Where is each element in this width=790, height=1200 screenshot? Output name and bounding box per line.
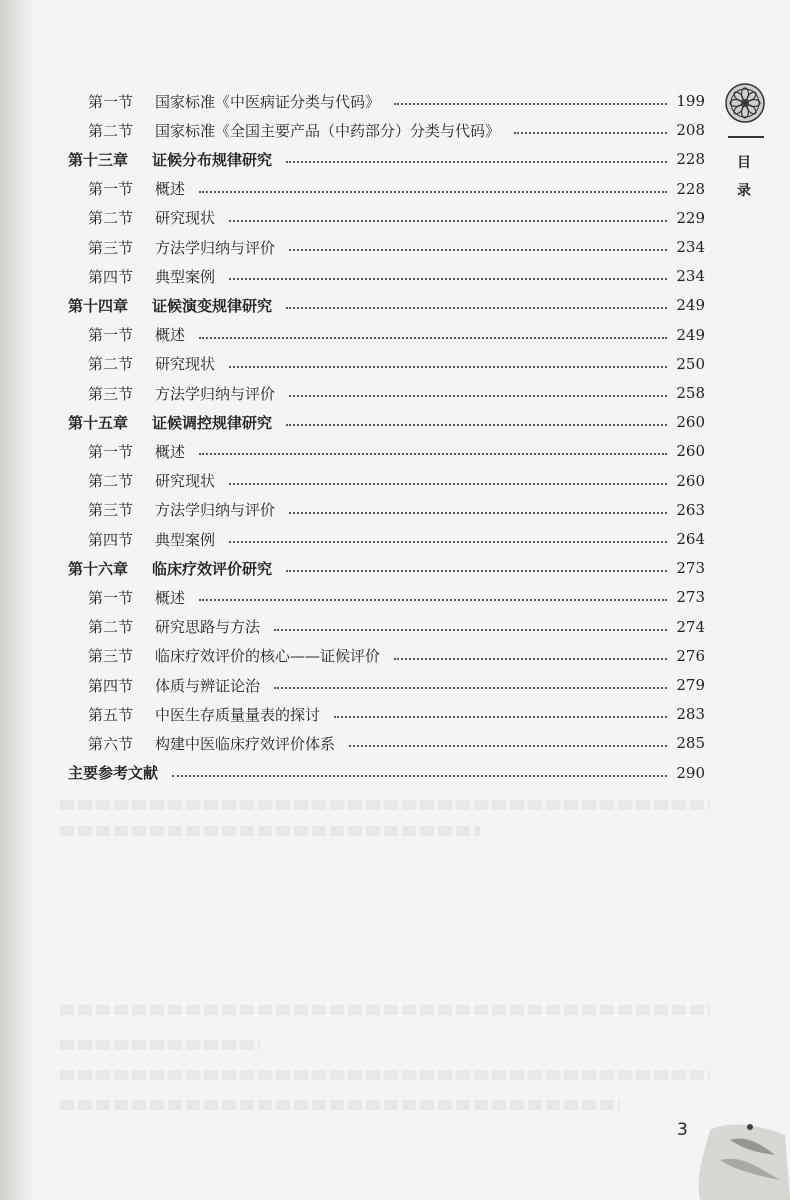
toc-section-row	[0, 322, 705, 348]
toc-entry-label: 第十六章	[68, 559, 129, 578]
toc-entry-label: 第四节	[88, 676, 134, 695]
toc-entry-title: 方法学归纳与评价	[155, 238, 276, 257]
toc-entry-title: 临床疗效评价的核心——证候评价	[155, 647, 381, 666]
toc-entry-page: 228	[676, 150, 705, 169]
toc-section-row	[0, 468, 705, 494]
toc-entry-title: 证候调控规律研究	[152, 413, 273, 432]
toc-leader-dots	[172, 775, 667, 777]
toc-entry-title: 研究现状	[155, 472, 216, 491]
toc-entry-page: 264	[676, 530, 705, 548]
toc-leader-dots	[229, 541, 667, 543]
toc-entry-label: 第五节	[88, 705, 134, 724]
toc-entry-title: 主要参考文献	[68, 764, 159, 783]
toc-section-row	[0, 88, 705, 114]
toc-entry-page: 274	[676, 617, 705, 636]
toc-leader-dots	[199, 191, 667, 193]
toc-leader-dots	[286, 570, 667, 572]
toc-entry-title: 中医生存质量量表的探讨	[155, 705, 321, 724]
toc-entry-page: 273	[676, 559, 705, 578]
floral-emblem-icon	[724, 82, 766, 124]
toc-entry-title: 方法学归纳与评价	[155, 501, 276, 520]
toc-chapter-row	[0, 409, 705, 435]
toc-entry-title: 方法学归纳与评价	[155, 384, 276, 403]
toc-entry-page: 276	[676, 646, 705, 665]
toc-entry-page: 234	[676, 267, 705, 286]
toc-entry-title: 典型案例	[155, 530, 216, 549]
toc-entry-label: 第二节	[88, 121, 134, 140]
toc-section-row	[0, 351, 705, 377]
toc-entry-label: 第十三章	[68, 150, 129, 169]
toc-leader-dots	[199, 599, 667, 601]
toc-entry-title: 构建中医临床疗效评价体系	[155, 734, 336, 753]
toc-leader-dots	[229, 220, 667, 222]
toc-section-row	[0, 672, 705, 698]
toc-references-row	[0, 760, 705, 786]
toc-entry-page: 260	[676, 471, 705, 490]
toc-entry-title: 体质与辨证论治	[155, 676, 261, 695]
toc-entry-label: 第一节	[88, 588, 134, 607]
side-tab-rule	[728, 136, 764, 138]
toc-section-row	[0, 614, 705, 640]
toc-entry-page: 285	[676, 734, 705, 753]
toc-leader-dots	[289, 395, 667, 397]
toc-entry-title: 国家标准《全国主要产品（中药部分）分类与代码》	[155, 121, 501, 140]
toc-entry-title: 研究思路与方法	[155, 618, 261, 637]
toc-entry-page: 249	[676, 296, 705, 315]
toc-entry-page: 249	[676, 325, 705, 344]
toc-entry-page: 229	[676, 208, 705, 227]
toc-entry-page: 260	[676, 442, 705, 461]
toc-entry-page: 228	[676, 179, 705, 198]
toc-section-row	[0, 584, 705, 610]
toc-entry-page: 290	[676, 763, 705, 782]
toc-section-row	[0, 117, 705, 143]
toc-entry-title: 证候分布规律研究	[152, 150, 273, 169]
toc-leader-dots	[286, 161, 667, 163]
toc-section-row	[0, 205, 705, 231]
toc-entry-label: 第四节	[88, 530, 134, 549]
toc-entry-title: 概述	[155, 326, 186, 345]
toc-section-row	[0, 263, 705, 289]
toc-entry-page: 250	[676, 354, 705, 373]
toc-section-row	[0, 730, 705, 756]
toc-section-row	[0, 701, 705, 727]
toc-entry-page: 199	[676, 92, 705, 110]
toc-leader-dots	[289, 512, 667, 514]
toc-entry-title: 国家标准《中医病证分类与代码》	[155, 92, 381, 111]
toc-chapter-row	[0, 292, 705, 318]
toc-entry-title: 概述	[155, 442, 186, 461]
toc-entry-title: 临床疗效评价研究	[152, 559, 273, 578]
toc-entry-title: 典型案例	[155, 267, 216, 286]
toc-entry-label: 第三节	[88, 647, 134, 666]
toc-leader-dots	[514, 132, 667, 134]
toc-entry-page: 208	[676, 121, 705, 140]
toc-entry-title: 概述	[155, 588, 186, 607]
toc-leader-dots	[349, 745, 667, 747]
toc-entry-label: 第二节	[88, 618, 134, 637]
page-number: 3	[677, 1120, 688, 1140]
toc-entry-label: 第二节	[88, 209, 134, 228]
toc-leader-dots	[274, 687, 667, 689]
toc-entry-title: 研究现状	[155, 209, 216, 228]
toc-entry-label: 第四节	[88, 267, 134, 286]
toc-leader-dots	[199, 337, 667, 339]
toc-entry-label: 第二节	[88, 355, 134, 374]
toc-entry-page: 273	[676, 588, 705, 607]
toc-section-row	[0, 643, 705, 669]
toc-leader-dots	[229, 483, 667, 485]
toc-leader-dots	[274, 629, 667, 631]
toc-entry-page: 279	[676, 676, 705, 694]
toc-entry-label: 第一节	[88, 326, 134, 345]
toc-chapter-row	[0, 146, 705, 172]
toc-leader-dots	[334, 716, 667, 718]
toc-entry-title: 概述	[155, 180, 186, 199]
toc-entry-label: 第三节	[88, 238, 134, 257]
toc-leader-dots	[394, 658, 667, 660]
toc-section-row	[0, 526, 705, 552]
toc-section-row	[0, 176, 705, 202]
toc-entry-label: 第六节	[88, 734, 134, 753]
ink-brush-decoration	[690, 1105, 790, 1200]
toc-entry-label: 第三节	[88, 501, 134, 520]
toc-section-row	[0, 234, 705, 260]
toc-entry-label: 第三节	[88, 384, 134, 403]
side-tab-char-2: 录	[737, 183, 751, 199]
toc-section-row	[0, 497, 705, 523]
toc-entry-page: 258	[676, 384, 705, 402]
toc-leader-dots	[199, 453, 667, 455]
toc-chapter-row	[0, 555, 705, 581]
toc-entry-label: 第一节	[88, 92, 134, 111]
toc-entry-label: 第十五章	[68, 413, 129, 432]
toc-entry-page: 283	[676, 705, 705, 724]
toc-leader-dots	[286, 424, 667, 426]
toc-entry-label: 第一节	[88, 180, 134, 199]
toc-entry-label: 第十四章	[68, 296, 129, 315]
toc-entry-label: 第一节	[88, 442, 134, 461]
toc-section-row	[0, 438, 705, 464]
toc-section-row	[0, 380, 705, 406]
toc-entry-page: 260	[676, 413, 705, 432]
toc-entry-label: 第二节	[88, 472, 134, 491]
toc-leader-dots	[229, 366, 667, 368]
toc-leader-dots	[229, 278, 667, 280]
toc-entry-page: 263	[676, 500, 705, 519]
toc-leader-dots	[394, 103, 667, 105]
side-tab-char-1: 目	[737, 155, 751, 171]
toc-leader-dots	[289, 249, 667, 251]
toc-entry-title: 研究现状	[155, 355, 216, 374]
toc-entry-page: 234	[676, 238, 705, 256]
toc-leader-dots	[286, 307, 667, 309]
toc-entry-title: 证候演变规律研究	[152, 296, 273, 315]
